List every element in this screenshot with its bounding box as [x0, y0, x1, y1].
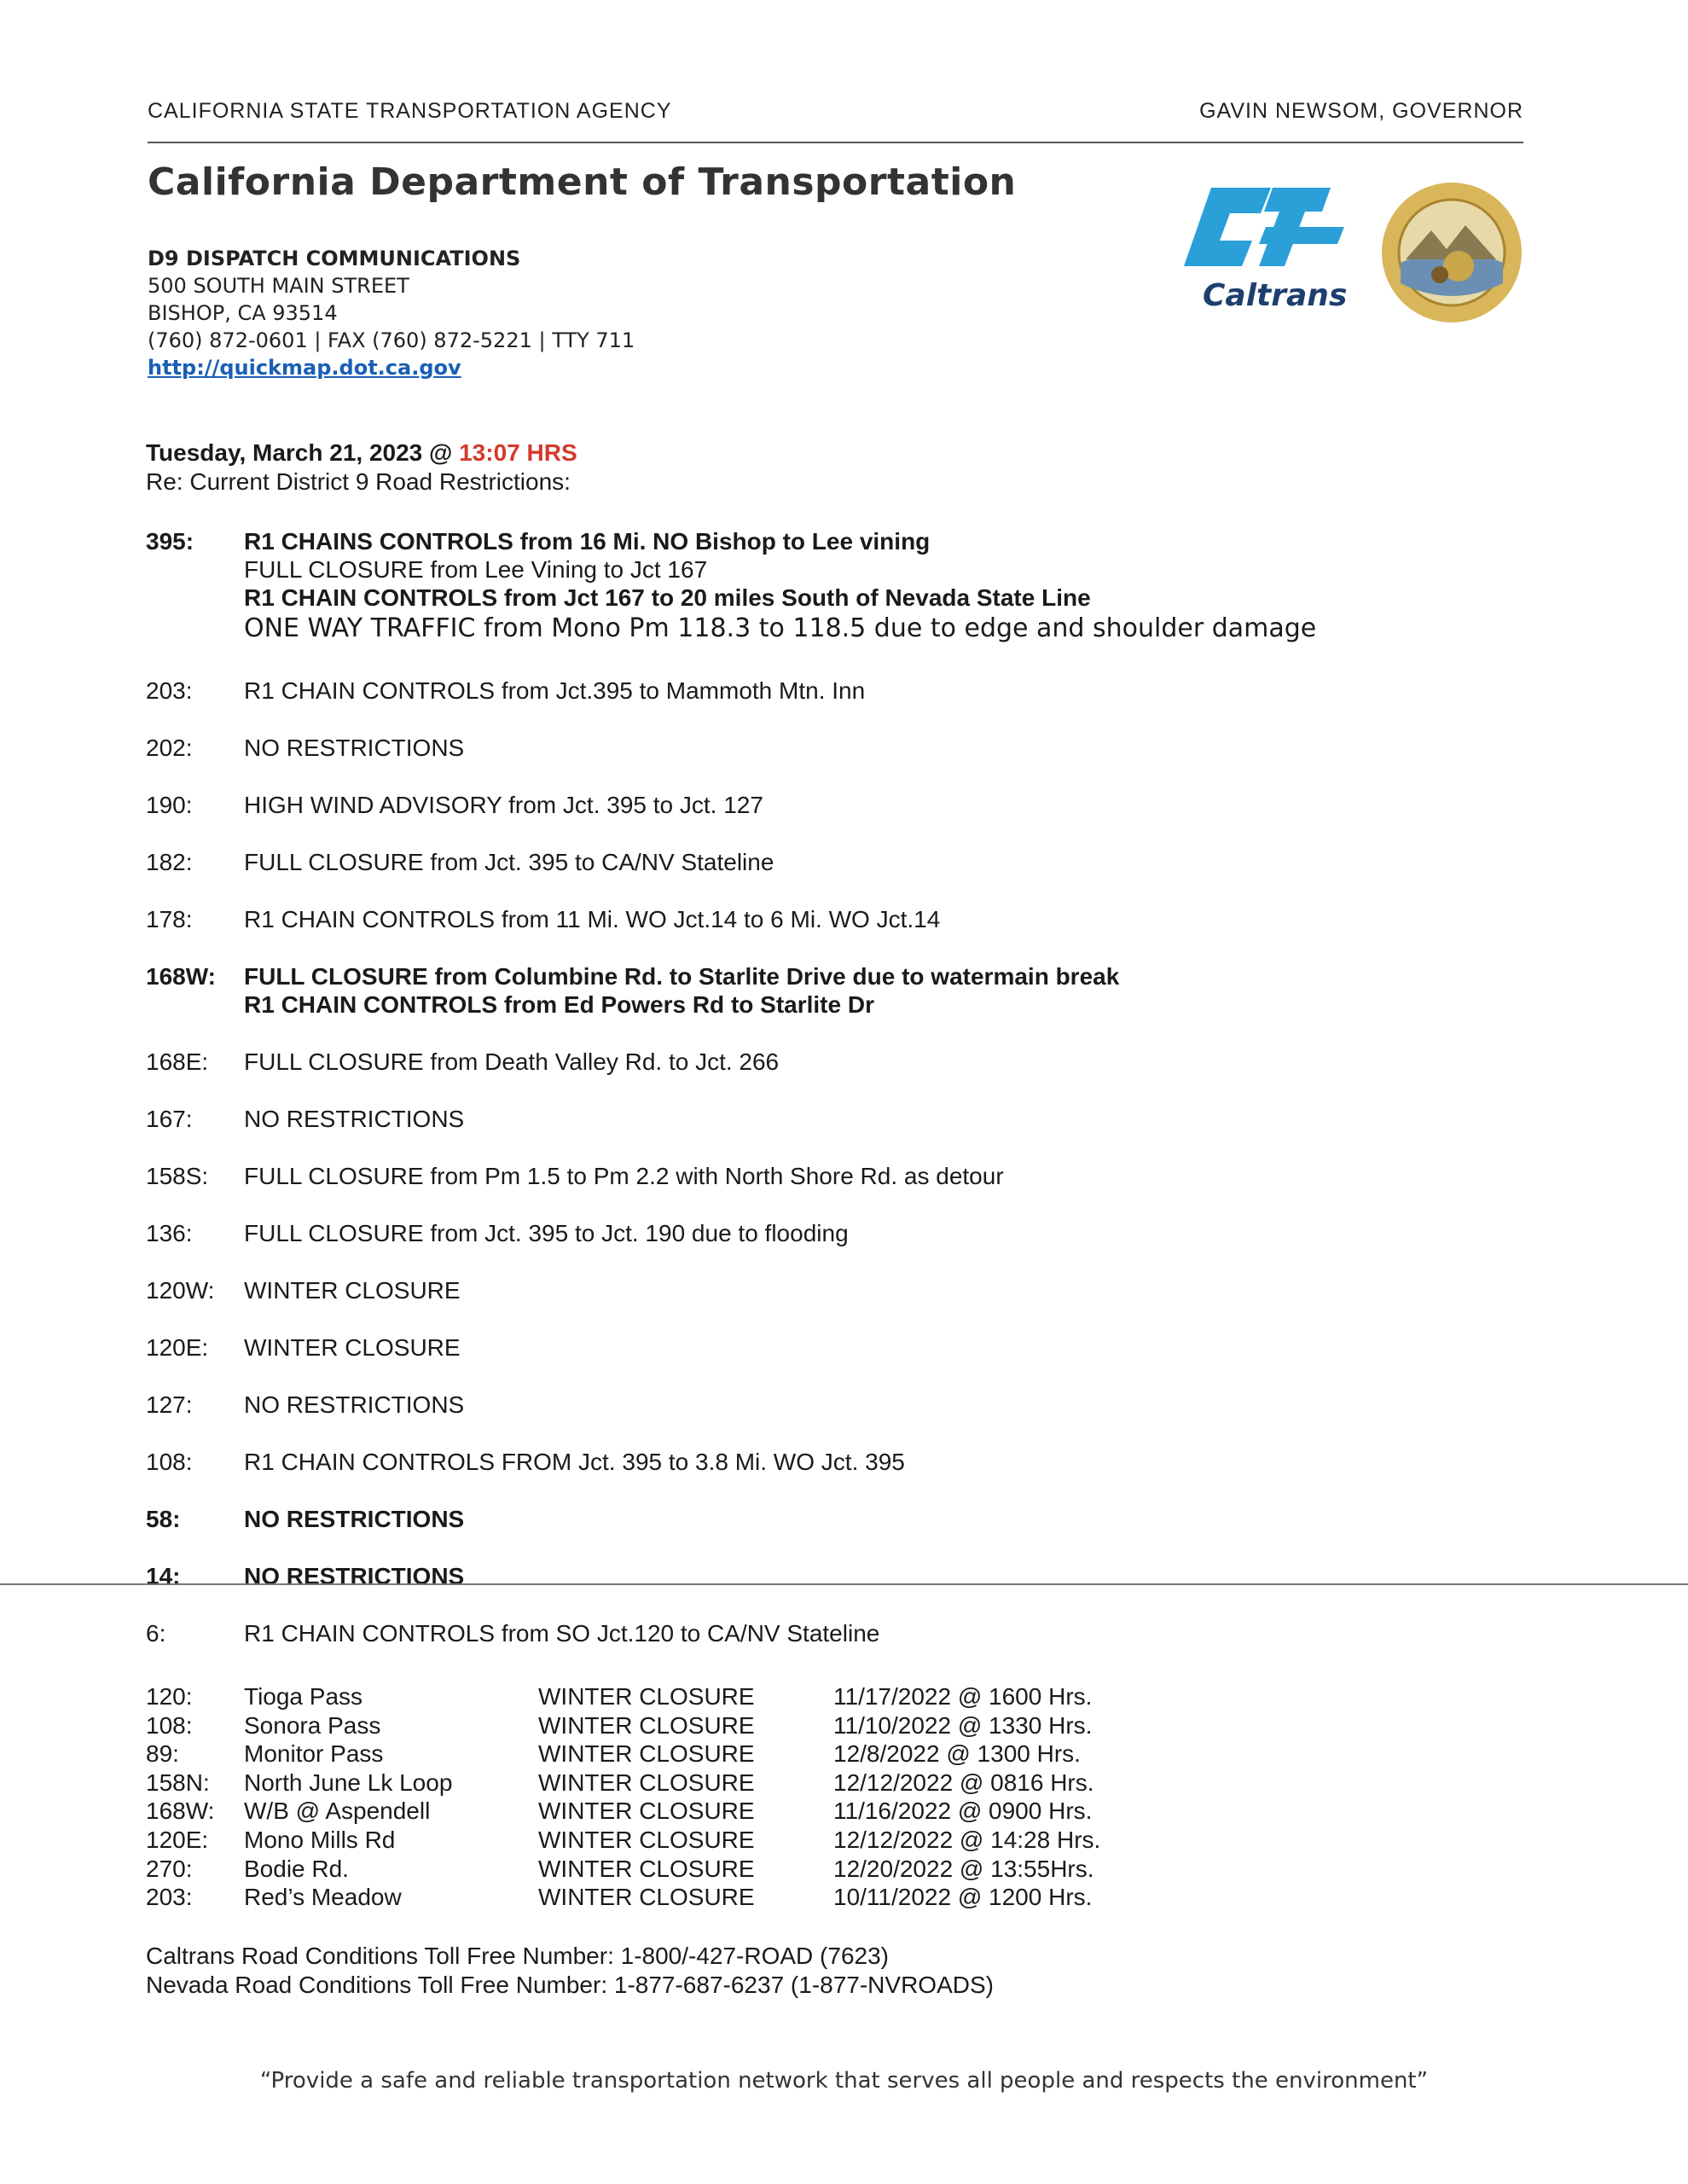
closure-status: WINTER CLOSURE [538, 1884, 755, 1911]
route-number: 395: [146, 528, 194, 555]
route-number: 127: [146, 1391, 193, 1418]
report-date: Tuesday, March 21, 2023 @ [146, 439, 460, 466]
route-restriction-line: NO RESTRICTIONS [244, 1106, 465, 1132]
closure-status: WINTER CLOSURE [538, 1711, 755, 1739]
route-number: 168W: [146, 963, 216, 990]
closure-date: 12/8/2022 @ 1300 Hrs. [833, 1740, 1081, 1768]
route-number: 120W: [146, 1277, 215, 1304]
route-restriction-line: FULL CLOSURE from Columbine Rd. to Starlite Drive due to watermain break [244, 963, 1120, 990]
route-restrictions [244, 905, 940, 933]
route-restrictions [244, 848, 774, 876]
route-restrictions [244, 1391, 464, 1419]
route-restriction-line: R1 CHAIN CONTROLS from SO Jct.120 to CA/NV Stateline [244, 1620, 880, 1647]
caltrans-wordmark: Caltrans [1203, 278, 1348, 313]
closure-route: 89: [146, 1740, 179, 1768]
route-number: 136: [146, 1220, 193, 1246]
route-restriction-line: R1 CHAIN CONTROLS from Ed Powers Rd to Starlite Dr [244, 991, 874, 1018]
closure-name: Red’s Meadow [244, 1884, 402, 1911]
closure-status: WINTER CLOSURE [538, 1683, 755, 1710]
route-restriction-line: R1 CHAIN CONTROLS from Jct 167 to 20 miles South of Nevada State Line [244, 584, 1091, 611]
report-subject: Re: Current District 9 Road Restrictions: [146, 468, 571, 495]
caltrans-phone: Caltrans Road Conditions Toll Free Number: 1-800/-427-ROAD (7623) [146, 1943, 889, 1969]
route-restriction-line: R1 CHAIN CONTROLS from Jct.395 to Mammoth Mtn. Inn [244, 677, 866, 704]
closure-date: 11/10/2022 @ 1330 Hrs. [833, 1711, 1093, 1739]
closure-status: WINTER CLOSURE [538, 1855, 755, 1882]
closure-name: Tioga Pass [244, 1683, 363, 1710]
route-restrictions [244, 1562, 464, 1590]
office-name: D9 DISPATCH COMMUNICATIONS [148, 247, 521, 270]
route-restriction-line: FULL CLOSURE from Pm 1.5 to Pm 2.2 with North Shore Rd. as detour [244, 1163, 1004, 1189]
closure-date: 12/12/2022 @ 14:28 Hrs. [833, 1826, 1101, 1853]
route-number: 167: [146, 1106, 193, 1132]
route-restriction-line: R1 CHAIN CONTROLS from 11 Mi. WO Jct.14 to 6 Mi. WO Jct.14 [244, 906, 941, 932]
closure-name: Bodie Rd. [244, 1855, 349, 1882]
route-number: 108: [146, 1449, 193, 1475]
route-restriction-line: R1 CHAIN CONTROLS FROM Jct. 395 to 3.8 Mi. WO Jct. 395 [244, 1449, 905, 1475]
route-restrictions [244, 527, 1316, 642]
route-number: 190: [146, 792, 193, 818]
closure-status: WINTER CLOSURE [538, 1798, 755, 1825]
city-address: BISHOP, CA 93514 [148, 301, 338, 325]
route-restriction-line: FULL CLOSURE from Death Valley Rd. to Jct. 266 [244, 1048, 780, 1075]
route-restriction-line: ONE WAY TRAFFIC from Mono Pm 118.3 to 118.5 due to edge and shoulder damage [244, 613, 1317, 643]
closure-status: WINTER CLOSURE [538, 1826, 755, 1853]
closure-route: 270: [146, 1855, 193, 1882]
closure-name: North June Lk Loop [244, 1769, 453, 1796]
route-restrictions [244, 1162, 1004, 1190]
route-number: 203: [146, 677, 193, 704]
route-restrictions [244, 1276, 461, 1304]
route-restriction-line: NO RESTRICTIONS [244, 1506, 465, 1532]
route-number: 6: [146, 1620, 166, 1647]
closure-route: 120: [146, 1683, 193, 1710]
department-title: California Department of Transportation [148, 160, 1017, 204]
route-restriction-line: FULL CLOSURE from Lee Vining to Jct 167 [244, 556, 708, 583]
closure-name: Sonora Pass [244, 1711, 381, 1739]
route-restrictions [244, 1105, 464, 1133]
route-restrictions [244, 962, 1119, 1019]
street-address: 500 SOUTH MAIN STREET [148, 274, 409, 298]
route-number: 58: [146, 1506, 181, 1532]
route-restriction-line: WINTER CLOSURE [244, 1277, 461, 1304]
route-number: 14: [146, 1563, 181, 1589]
route-number: 168E: [146, 1048, 209, 1075]
route-restriction-line: NO RESTRICTIONS [244, 1391, 465, 1418]
closure-date: 12/12/2022 @ 0816 Hrs. [833, 1769, 1094, 1796]
route-restrictions [244, 1505, 464, 1533]
closure-route: 120E: [146, 1826, 209, 1853]
closure-date: 12/20/2022 @ 13:55Hrs. [833, 1855, 1094, 1882]
route-restrictions [244, 1448, 905, 1476]
closure-name: Monitor Pass [244, 1740, 384, 1768]
closure-date: 11/16/2022 @ 0900 Hrs. [833, 1798, 1093, 1825]
state-seal [1380, 181, 1523, 328]
closure-route: 108: [146, 1711, 193, 1739]
route-restriction-line: HIGH WIND ADVISORY from Jct. 395 to Jct. 127 [244, 792, 763, 818]
route-restriction-line: FULL CLOSURE from Jct. 395 to Jct. 190 due to flooding [244, 1220, 849, 1246]
route-number: 178: [146, 906, 193, 932]
closure-name: Mono Mills Rd [244, 1826, 396, 1853]
scan-artifact-line [0, 1583, 1688, 1585]
route-number: 158S: [146, 1163, 209, 1189]
report-time: 13:07 HRS [459, 439, 577, 466]
state-seal-icon [1380, 181, 1523, 324]
mission-statement: “Provide a safe and reliable transportation network that serves all people and respects the environment” [259, 2068, 1429, 2094]
route-restrictions [244, 791, 763, 819]
route-restriction-line: NO RESTRICTIONS [244, 735, 465, 761]
route-restriction-line: NO RESTRICTIONS [244, 1563, 465, 1589]
closure-date: 10/11/2022 @ 1200 Hrs. [833, 1884, 1093, 1911]
report-header [146, 439, 577, 497]
phone-numbers: (760) 872-0601 | FAX (760) 872-5221 | TTY 711 [148, 328, 635, 352]
caltrans-logo-icon [1177, 179, 1348, 316]
closure-date: 11/17/2022 @ 1600 Hrs. [833, 1683, 1093, 1710]
route-restrictions [244, 1333, 461, 1362]
route-restrictions [244, 1619, 879, 1647]
route-restrictions [244, 1219, 849, 1247]
route-number: 120E: [146, 1334, 209, 1361]
closure-name: W/B @ Aspendell [244, 1798, 431, 1825]
route-restriction-line: R1 CHAINS CONTROLS from 16 Mi. NO Bishop to Lee vining [244, 528, 931, 555]
header-rule [148, 142, 1523, 143]
route-restrictions [244, 734, 464, 762]
caltrans-logo [1177, 179, 1348, 320]
closure-status: WINTER CLOSURE [538, 1740, 755, 1768]
address-block [148, 245, 635, 381]
closure-route: 158N: [146, 1769, 210, 1796]
governor-name: GAVIN NEWSOM, GOVERNOR [1199, 99, 1523, 123]
nevada-phone: Nevada Road Conditions Toll Free Number: 1-877-687-6237 (1-877-NVROADS) [146, 1972, 994, 1998]
route-restrictions [244, 1048, 779, 1076]
route-number: 182: [146, 849, 193, 875]
route-restriction-line: FULL CLOSURE from Jct. 395 to CA/NV Stateline [244, 849, 774, 875]
closure-route: 168W: [146, 1798, 215, 1825]
quickmap-link[interactable]: http://quickmap.dot.ca.gov [148, 356, 461, 380]
closure-route: 203: [146, 1884, 193, 1911]
phone-info [146, 1942, 994, 2000]
route-number: 202: [146, 735, 193, 761]
route-restriction-line: WINTER CLOSURE [244, 1334, 461, 1361]
route-restrictions [244, 677, 865, 705]
closure-status: WINTER CLOSURE [538, 1769, 755, 1796]
agency-name: CALIFORNIA STATE TRANSPORTATION AGENCY [148, 99, 672, 123]
